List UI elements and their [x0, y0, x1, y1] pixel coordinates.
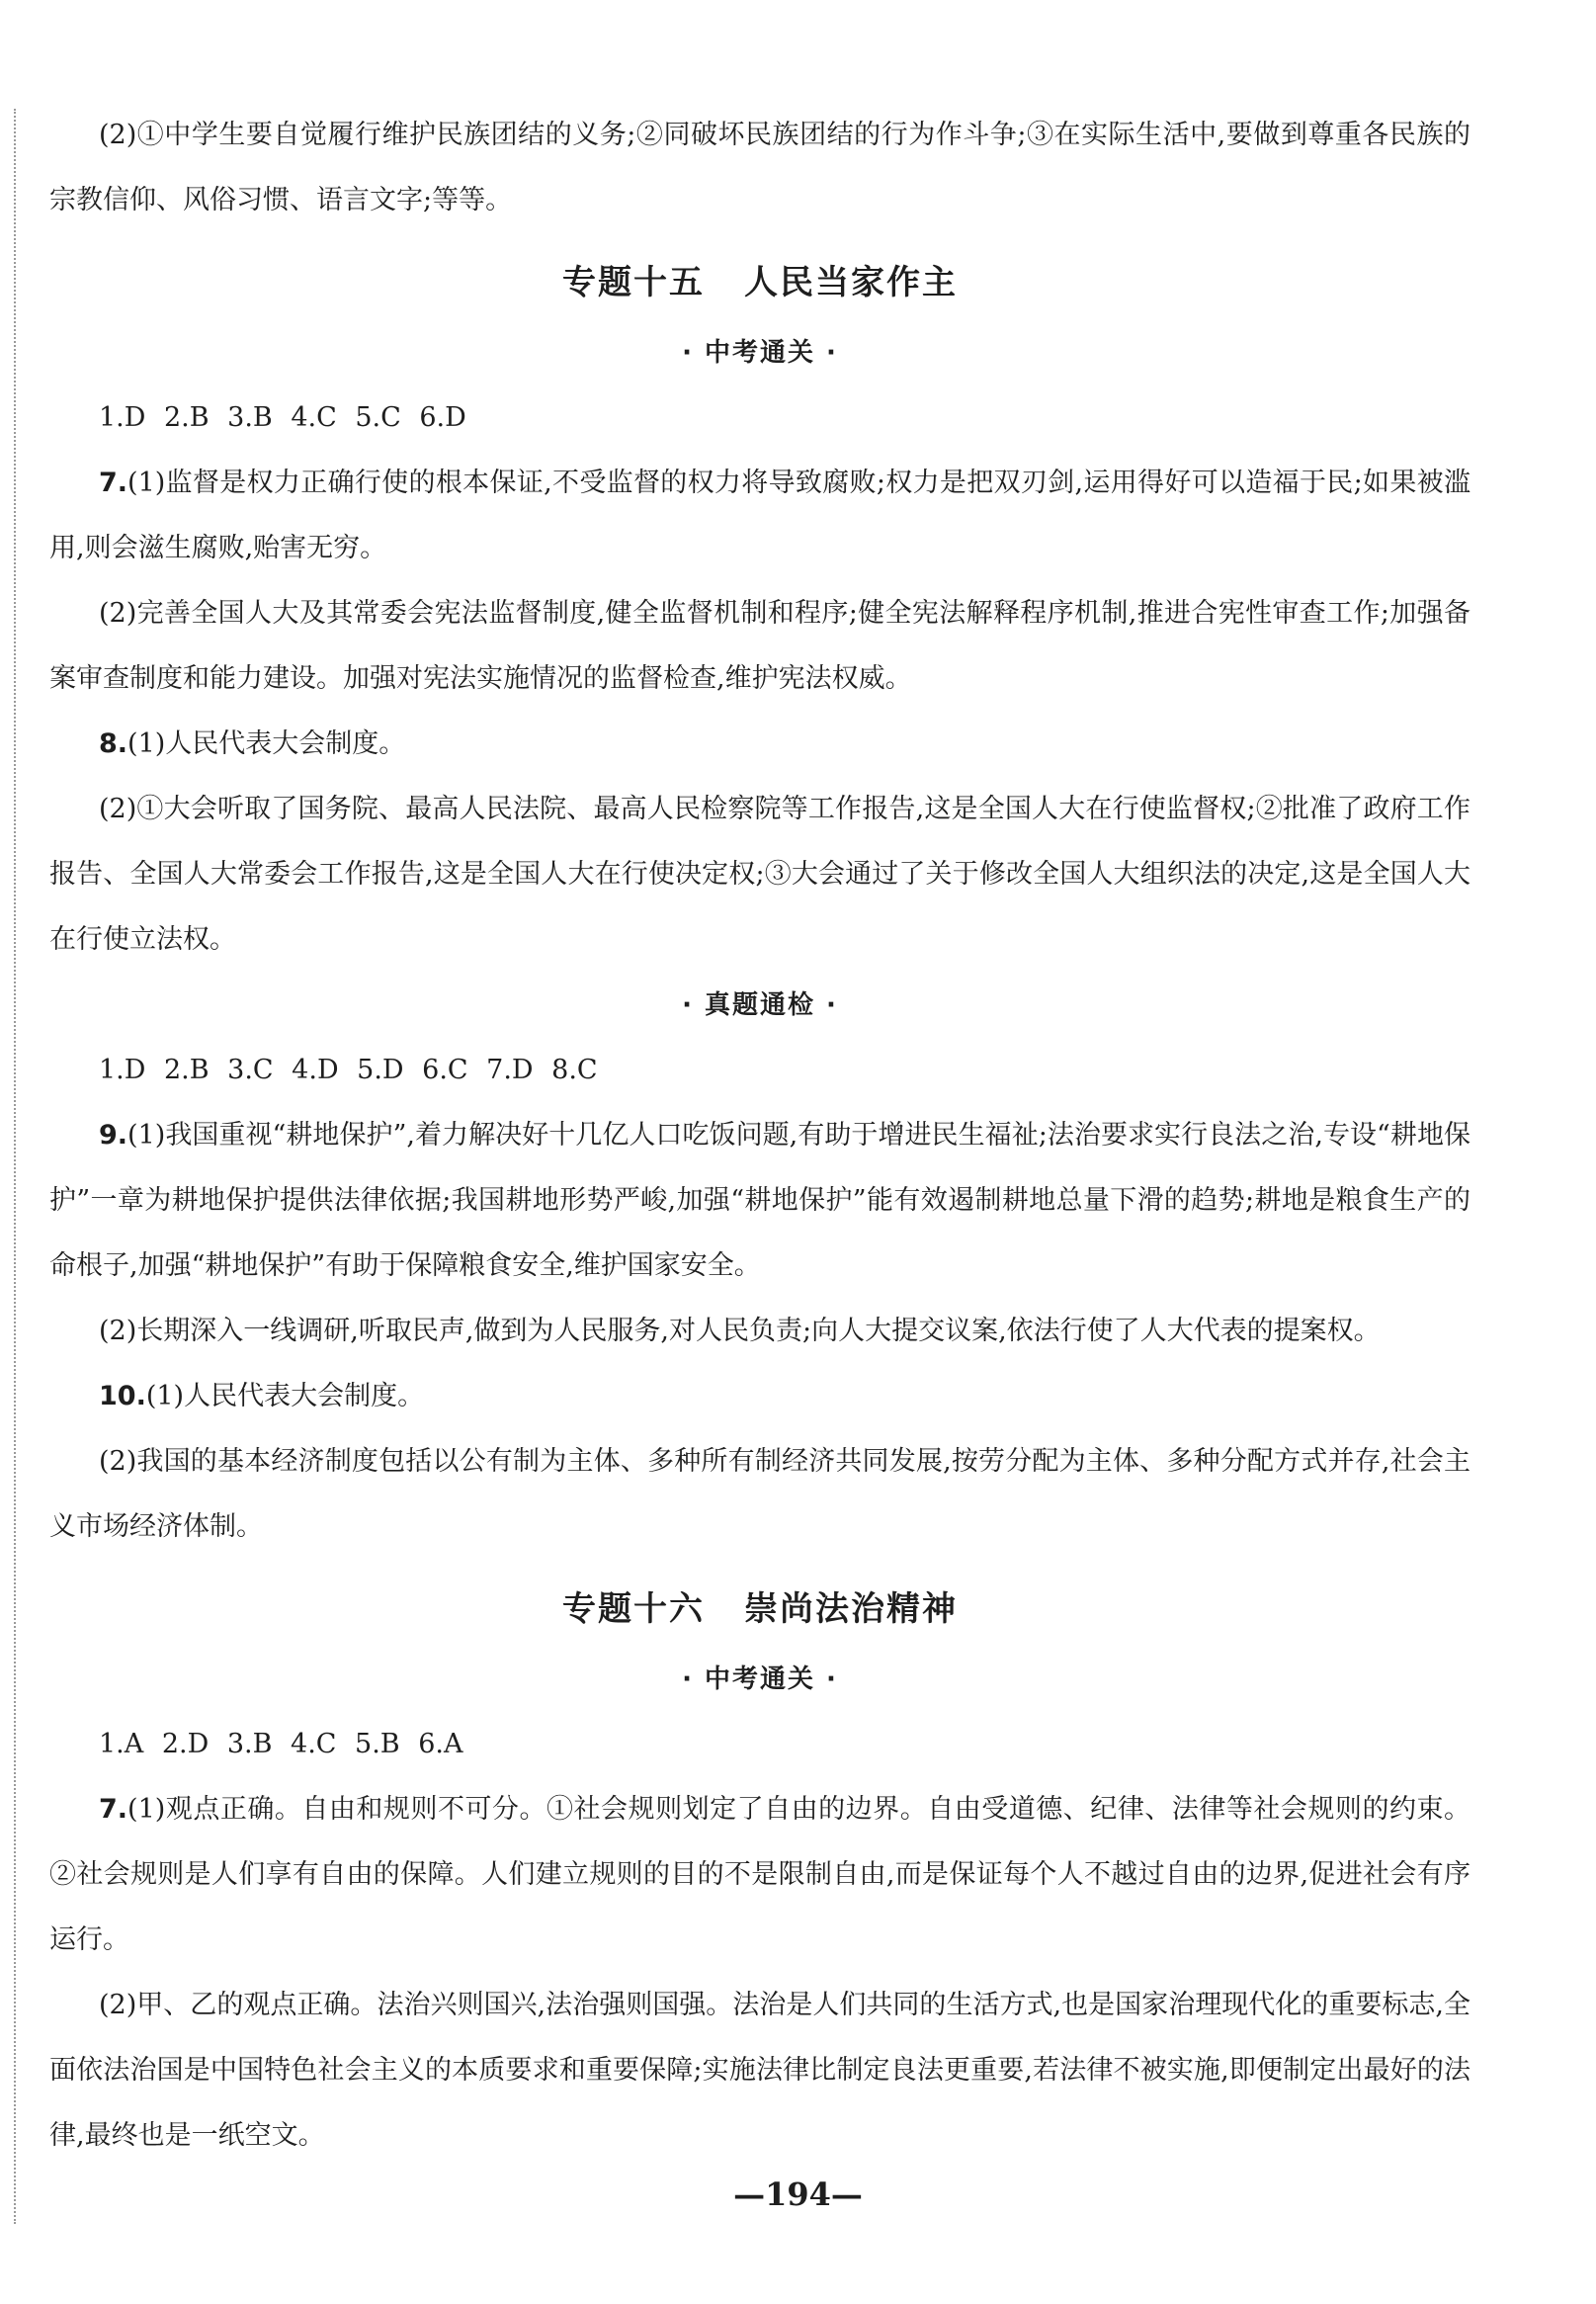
s15-q9-part2: (2)长期深入一线调研,听取民声,做到为人民服务,对人民负责;向人大提交议案,依法行使了人大代表的提案权。	[99, 1316, 1381, 1346]
s16-q7-part2: (2)甲、乙的观点正确。法治兴则国兴,法治强则国强。法治是人们共同的生活方式,也是国家治理现代化的重要标志,全面依法治国是中国特色社会主义的本质要求和重要保障;实施法律比制定良法更重要,若法律不被实施,即便制定出最好的法律,最终也是一纸空文。	[49, 1990, 1470, 2151]
s15-q8-part1	[49, 712, 1470, 777]
section-15-zhongkao-choices: 1.D 2.B 3.B 4.C 5.C 6.D	[99, 402, 466, 433]
section-15-title	[49, 255, 1470, 310]
s15-q8-part2: (2)①大会听取了国务院、最高人民法院、最高人民检察院等工作报告,这是全国人大在行使监督权;②批准了政府工作报告、全国人大常委会工作报告,这是全国人大在行使决定权;③大会通过了关于修改全国人大组织法的决定,这是全国人大在行使立法权。	[49, 794, 1470, 955]
question-number: 9.	[99, 1120, 128, 1151]
question-number: 10.	[99, 1381, 146, 1411]
section-16-zhongkao-choices: 1.A 2.D 3.B 4.C 5.B 6.A	[99, 1729, 463, 1759]
binding-margin-rule	[14, 109, 16, 2224]
section-16-name: 崇尚法治精神	[744, 1589, 958, 1629]
answer-text: (1)我国重视“耕地保护”,着力解决好十几亿人口吃饭问题,有助于增进民生福祉;法治要求实行良法之治,专设“耕地保护”一章为耕地保护提供法律依据;我国耕地形势严峻,加强“耕地保护”能有效遏制耕地总量下滑的趋势;耕地是粮食生产的命根子,加强“耕地保护”有助于保障粮食安全,维护国家安全。	[49, 1120, 1470, 1281]
section-16-zhongkao-heading: · 中考通关 ·	[682, 1664, 838, 1694]
answer-text: (1)观点正确。自由和规则不可分。①社会规则划定了自由的边界。自由受道德、纪律、法律等社会规则的约束。②社会规则是人们享有自由的保障。人们建立规则的目的不是限制自由,而是保证每个人不越过自由的边界,促进社会有序运行。	[49, 1794, 1470, 1955]
section-16-number: 专题十六	[562, 1589, 705, 1629]
answer-text: (1)监督是权力正确行使的根本保证,不受监督的权力将导致腐败;权力是把双刃剑,运用得好可以造福于民;如果被滥用,则会滋生腐败,贻害无穷。	[49, 468, 1470, 563]
s16-q7-part1	[49, 1777, 1470, 1973]
answer-key-body	[49, 103, 1470, 2169]
section-15-zhenti-heading: · 真题通检 ·	[682, 990, 838, 1020]
section-16-title	[49, 1581, 1470, 1637]
s15-q10-part1	[49, 1364, 1470, 1429]
section-15-zhongkao-heading: · 中考通关 ·	[682, 338, 838, 368]
s15-q7-part1	[49, 451, 1470, 581]
s15-q10-part2: (2)我国的基本经济制度包括以公有制为主体、多种所有制经济共同发展,按劳分配为主体、多种分配方式并存,社会主义市场经济体制。	[49, 1446, 1470, 1542]
answer-text: (1)人民代表大会制度。	[127, 728, 406, 759]
question-number: 8.	[99, 728, 128, 759]
section-15-name: 人民当家作主	[744, 263, 958, 302]
page-number: —194—	[733, 2176, 863, 2213]
s15-q9-part1	[49, 1103, 1470, 1299]
answer-text: (1)人民代表大会制度。	[145, 1381, 425, 1411]
question-number: 7.	[99, 1794, 128, 1825]
continuation-paragraph: (2)①中学生要自觉履行维护民族团结的义务;②同破坏民族团结的行为作斗争;③在实际生活中,要做到尊重各民族的宗教信仰、风俗习惯、语言文字;等等。	[49, 120, 1470, 215]
question-number: 7.	[99, 468, 128, 498]
s15-q7-part2: (2)完善全国人大及其常委会宪法监督制度,健全监督机制和程序;健全宪法解释程序机制,推进合宪性审查工作;加强备案审查制度和能力建设。加强对宪法实施情况的监督检查,维护宪法权威。	[49, 598, 1470, 694]
section-15-zhenti-choices: 1.D 2.B 3.C 4.D 5.D 6.C 7.D 8.C	[99, 1055, 598, 1085]
section-15-number: 专题十五	[562, 263, 705, 302]
